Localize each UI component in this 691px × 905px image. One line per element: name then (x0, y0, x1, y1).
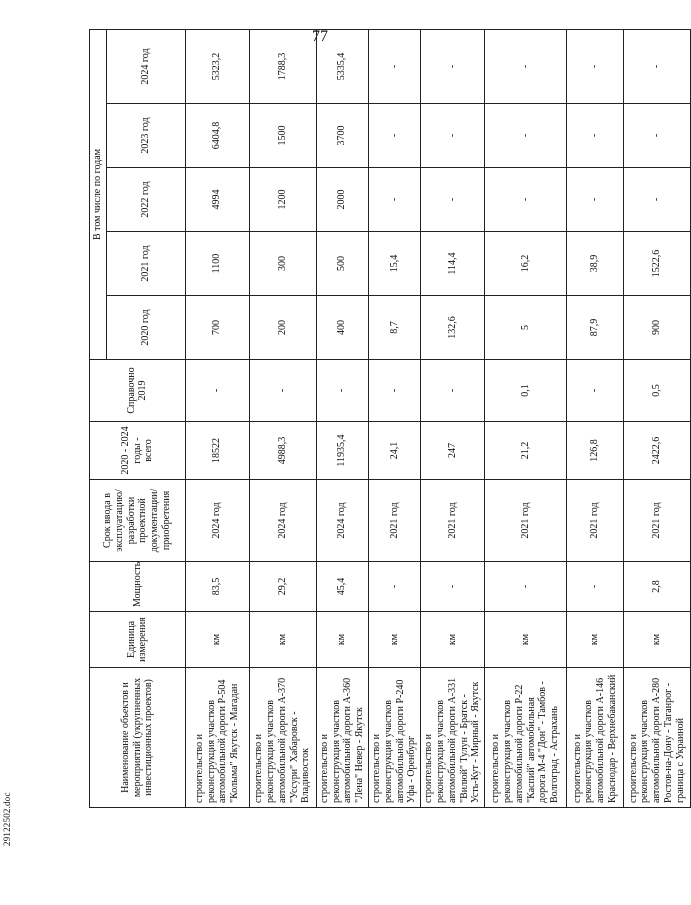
investment-table (89, 29, 691, 808)
table-row (485, 30, 567, 808)
footer-document-code: 29122502.doc (2, 792, 12, 846)
cell-year-2023: - (624, 104, 691, 168)
table-body (185, 30, 690, 808)
cell-unit: км (316, 612, 368, 668)
header-year-2024: 2024 год (106, 30, 185, 104)
header-year-2020: 2020 год (106, 296, 185, 360)
cell-capacity: 2,8 (624, 562, 691, 612)
cell-reference-2019: - (249, 360, 316, 422)
cell-deadline: 2021 год (485, 480, 567, 562)
cell-unit: км (421, 612, 485, 668)
cell-year-2021: 16,2 (485, 232, 567, 296)
cell-year-2024: 1788,3 (249, 30, 316, 104)
cell-unit: км (249, 612, 316, 668)
cell-year-2021: 15,4 (368, 232, 420, 296)
cell-unit: км (624, 612, 691, 668)
cell-year-2022: - (567, 168, 624, 232)
table-row (316, 30, 368, 808)
cell-year-2020: 900 (624, 296, 691, 360)
header-year-2021: 2021 год (106, 232, 185, 296)
cell-object-name: строительство и реконструкция участков автомобильной дороги Р-22 "Каспий" автомобильная дорога М-4 "Дон" - Тамбов - Волгоград - Астрахань (485, 668, 567, 808)
header-reference-2019: Справочно 2019 (90, 360, 186, 422)
cell-year-2023: 3700 (316, 104, 368, 168)
cell-year-2020: 132,6 (421, 296, 485, 360)
cell-capacity: 45,4 (316, 562, 368, 612)
cell-year-2021: 114,4 (421, 232, 485, 296)
cell-reference-2019: - (316, 360, 368, 422)
cell-object-name: строительство и реконструкция участков автомобильной дороги А-360 "Лена" Невер - Якутск (316, 668, 368, 808)
cell-year-2024: - (624, 30, 691, 104)
table-row (624, 30, 691, 808)
cell-object-name: строительство и реконструкция участков автомобильной дороги А-370 "Уссури" Хабаровск - Владивосток (249, 668, 316, 808)
cell-unit: км (368, 612, 420, 668)
header-capacity: Мощность (90, 562, 186, 612)
cell-reference-2019: 0,1 (485, 360, 567, 422)
table-row (185, 30, 249, 808)
cell-object-name: строительство и реконструкция участков автомобильной дороги Р-240 Уфа - Оренбург (368, 668, 420, 808)
cell-year-2020: 400 (316, 296, 368, 360)
cell-unit: км (485, 612, 567, 668)
cell-year-2020: 5 (485, 296, 567, 360)
page-number: 77 (312, 28, 328, 45)
cell-year-2024: - (421, 30, 485, 104)
cell-capacity: 29,2 (249, 562, 316, 612)
cell-year-2023: - (485, 104, 567, 168)
cell-year-2021: 1522,6 (624, 232, 691, 296)
cell-unit: км (185, 612, 249, 668)
rotated-table-container (89, 30, 686, 808)
cell-reference-2019: - (421, 360, 485, 422)
header-year-2022: 2022 год (106, 168, 185, 232)
header-name: Наименование объектов и мероприятий (укрупненных инвестиционных проектов) (90, 668, 186, 808)
cell-year-2021: 300 (249, 232, 316, 296)
cell-object-name: строительство и реконструкция участков автомобильной дороги Р-504 "Колыма" Якутск - Магадан (185, 668, 249, 808)
cell-capacity: - (368, 562, 420, 612)
cell-deadline: 2024 год (185, 480, 249, 562)
cell-year-2020: 700 (185, 296, 249, 360)
cell-deadline: 2024 год (249, 480, 316, 562)
cell-year-2023: - (368, 104, 420, 168)
cell-year-2022: 1200 (249, 168, 316, 232)
cell-year-2024: - (485, 30, 567, 104)
cell-year-2021: 500 (316, 232, 368, 296)
cell-year-2024: - (567, 30, 624, 104)
cell-reference-2019: - (368, 360, 420, 422)
header-unit: Единица измерения (90, 612, 186, 668)
table-row (421, 30, 485, 808)
cell-object-name: строительство и реконструкция участков автомобильной дороги А-280 Ростов-на-Дону - Таганрог - граница с Украиной (624, 668, 691, 808)
cell-total: 247 (421, 422, 485, 480)
cell-total: 24,1 (368, 422, 420, 480)
cell-total: 11935,4 (316, 422, 368, 480)
cell-object-name: строительство и реконструкция участков автомобильной дороги А-146 Краснодар - Верхнебаканский (567, 668, 624, 808)
cell-year-2023: 6404,8 (185, 104, 249, 168)
header-total: 2020 - 2024 годы - всего (90, 422, 186, 480)
cell-reference-2019: - (185, 360, 249, 422)
table-row (368, 30, 420, 808)
cell-unit: км (567, 612, 624, 668)
cell-year-2023: - (421, 104, 485, 168)
cell-year-2022: - (368, 168, 420, 232)
cell-total: 2422,6 (624, 422, 691, 480)
cell-year-2022: - (485, 168, 567, 232)
cell-capacity: - (485, 562, 567, 612)
cell-year-2023: 1500 (249, 104, 316, 168)
header-by-years: В том числе по годам (90, 30, 107, 360)
cell-year-2024: 5335,4 (316, 30, 368, 104)
table-row (567, 30, 624, 808)
cell-year-2023: - (567, 104, 624, 168)
cell-year-2021: 1100 (185, 232, 249, 296)
cell-year-2020: 200 (249, 296, 316, 360)
cell-total: 18522 (185, 422, 249, 480)
cell-reference-2019: - (567, 360, 624, 422)
header-deadline: Срок ввода в эксплуатацию/ разработки проектной документации/ приобретения (90, 480, 186, 562)
header-year-2023: 2023 год (106, 104, 185, 168)
cell-object-name: строительство и реконструкция участков автомобильной дороги А-331 "Вилюй" Тулун - Братск - Усть-Кут - Мирный - Якутск (421, 668, 485, 808)
cell-year-2024: - (368, 30, 420, 104)
cell-capacity: 83,5 (185, 562, 249, 612)
cell-year-2020: 8,7 (368, 296, 420, 360)
cell-year-2021: 38,9 (567, 232, 624, 296)
cell-total: 21,2 (485, 422, 567, 480)
cell-year-2022: 2000 (316, 168, 368, 232)
cell-year-2020: 87,9 (567, 296, 624, 360)
cell-deadline: 2021 год (368, 480, 420, 562)
cell-capacity: - (421, 562, 485, 612)
cell-deadline: 2021 год (567, 480, 624, 562)
table-row (249, 30, 316, 808)
cell-year-2022: 4994 (185, 168, 249, 232)
cell-total: 126,8 (567, 422, 624, 480)
cell-deadline: 2021 год (421, 480, 485, 562)
cell-capacity: - (567, 562, 624, 612)
cell-year-2024: 5323,2 (185, 30, 249, 104)
cell-deadline: 2024 год (316, 480, 368, 562)
cell-deadline: 2021 год (624, 480, 691, 562)
cell-year-2022: - (421, 168, 485, 232)
cell-total: 4988,3 (249, 422, 316, 480)
cell-reference-2019: 0,5 (624, 360, 691, 422)
cell-year-2022: - (624, 168, 691, 232)
